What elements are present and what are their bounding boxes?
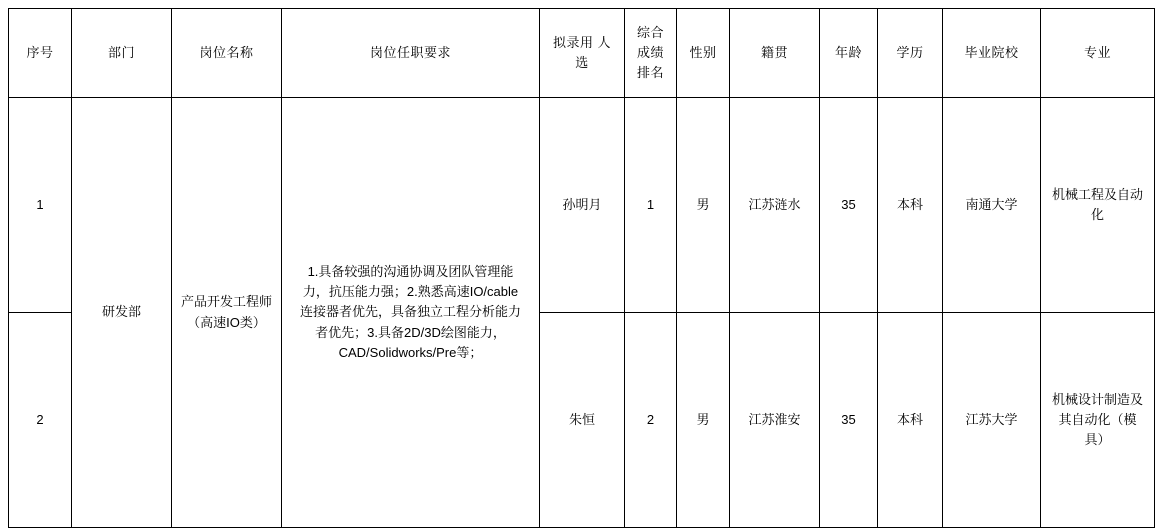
recruitment-table [8, 8, 1155, 528]
major-line-1: 机械工程及自动 [1051, 186, 1143, 202]
requirement-line-5: CAD/Solidworks/Pre等； [338, 344, 483, 360]
major-line-2: 其自动化（模 [1058, 411, 1137, 427]
major-line-3: 具） [1084, 432, 1111, 448]
table-header-row [9, 9, 1155, 98]
cell-department: 研发部 [72, 98, 172, 528]
requirement-line-3: 连接器者优先，具备独立工程分析能力 [299, 304, 521, 320]
major-line-1: 机械设计制造及 [1051, 391, 1143, 407]
major-line-2: 化 [1090, 207, 1104, 222]
cell-gender: 男 [677, 98, 730, 313]
cell-major [1041, 98, 1155, 313]
cell-seq: 1 [9, 98, 72, 313]
cell-age: 35 [820, 313, 878, 528]
requirement-line-1: 1.具备较强的沟通协调及团队管理能 [307, 264, 514, 280]
post-name-line1: 产品开发工程师 [180, 294, 272, 310]
cell-education: 本科 [878, 98, 943, 313]
cell-school: 南通大学 [943, 98, 1041, 313]
cell-rank: 1 [625, 98, 677, 313]
cell-requirements [282, 98, 540, 528]
cell-major [1041, 313, 1155, 528]
post-name-line2: （高速IO类） [187, 314, 266, 330]
requirement-line-2: 力，抗压能力强；2.熟悉高速IO/cable [302, 284, 519, 300]
header-post-name: 岗位名称 [172, 9, 282, 98]
header-native-place: 籍贯 [730, 9, 820, 98]
cell-age: 35 [820, 98, 878, 313]
header-score-line2: 成绩 [636, 44, 664, 60]
header-gender: 性别 [677, 9, 730, 98]
cell-post-name [172, 98, 282, 528]
requirement-line-4: 者优先；3.具备2D/3D绘图能力， [315, 324, 506, 340]
header-score-rank [625, 9, 677, 98]
cell-education: 本科 [878, 313, 943, 528]
header-major: 专业 [1041, 9, 1155, 98]
header-requirements: 岗位任职要求 [282, 9, 540, 98]
cell-school: 江苏大学 [943, 313, 1041, 528]
header-school: 毕业院校 [943, 9, 1041, 98]
cell-candidate: 朱恒 [540, 313, 625, 528]
header-score-line1: 综合 [636, 24, 664, 40]
cell-gender: 男 [677, 313, 730, 528]
header-candidate-line1: 拟录用 人 [552, 34, 612, 50]
header-score-line3: 排名 [636, 65, 664, 81]
header-education: 学历 [878, 9, 943, 98]
table-row [9, 98, 1155, 313]
header-seq: 序号 [9, 9, 72, 98]
cell-rank: 2 [625, 313, 677, 528]
cell-native-place: 江苏淮安 [730, 313, 820, 528]
cell-candidate: 孙明月 [540, 98, 625, 313]
header-candidate [540, 9, 625, 98]
header-age: 年龄 [820, 9, 878, 98]
cell-native-place: 江苏涟水 [730, 98, 820, 313]
header-candidate-line2: 选 [575, 55, 589, 70]
header-department: 部门 [72, 9, 172, 98]
cell-seq: 2 [9, 313, 72, 528]
